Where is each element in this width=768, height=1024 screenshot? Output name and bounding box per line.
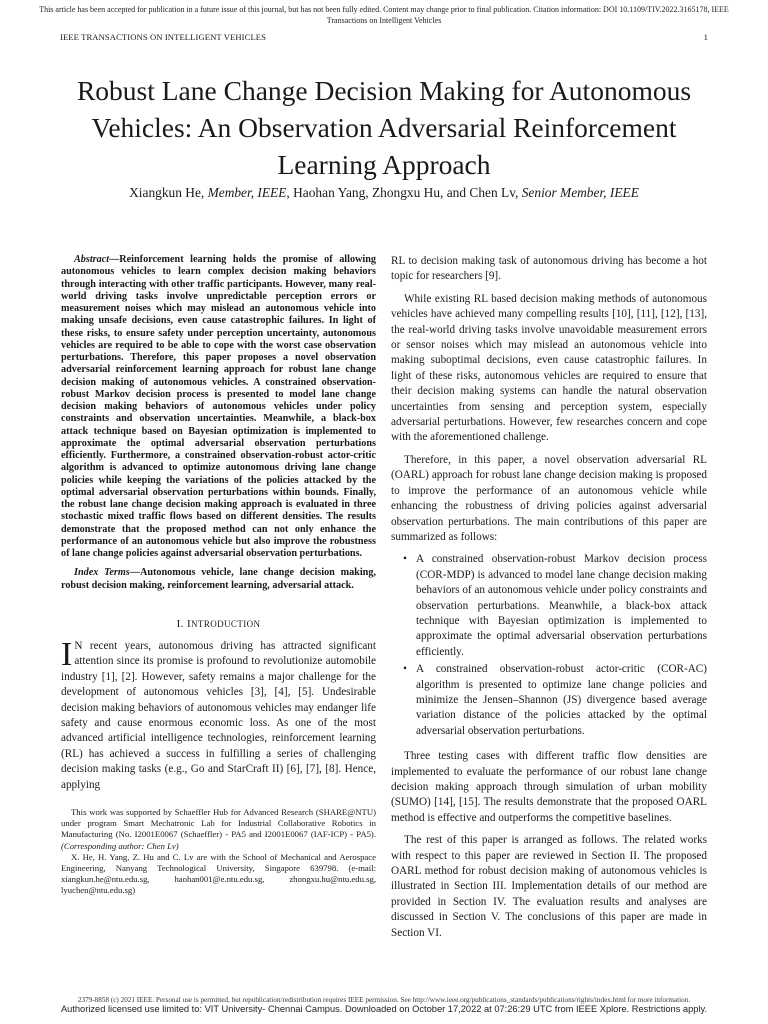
contribution-item	[391, 552, 707, 660]
bullet-icon: •	[403, 663, 407, 676]
running-head	[60, 32, 708, 42]
footnote-funding-text: This work was supported by Schaeffler Hub for Advanced Research (SHARE@NTU) under program Smart Mechatronic Lab for Industrial Collaborative Robotics in Manufacturing (No. I2001E0067 (Schaeffler) - PA5 and I2001E0067 (IAF-ICP) - PA5).	[61, 807, 376, 840]
footnote-affiliation: X. He, H. Yang, Z. Hu and C. Lv are with the School of Mechanical and Aerospace Engineering, Nanyang Technological University, Singapore 639798. (e-mail: xiangkun.he@ntu.edu.sg, haohan001@e.ntu.edu.sg, zhongxu.hu@ntu.edu.sg, lyuchen@ntu.edu.sg)	[61, 851, 376, 896]
journal-name: IEEE TRANSACTIONS ON INTELLIGENT VEHICLES	[60, 32, 267, 42]
index-terms-label: Index Terms	[74, 567, 130, 579]
contribution-list	[391, 552, 707, 739]
abstract	[61, 254, 376, 560]
author-1: Xiangkun He,	[129, 185, 208, 200]
publication-notice: This article has been accepted for publication in a future issue of this journal, but has not been fully edited. Content may change prior to final publication. Citation information: DOI 10.1109/TIV.2022.3165178, IEEE Transactions on Intelligent Vehicles	[39, 5, 729, 25]
drop-cap: I	[61, 635, 73, 673]
left-column	[61, 254, 376, 897]
footnote-funding	[61, 807, 376, 852]
section-initial: I	[186, 617, 192, 630]
right-paragraph-3: Three testing cases with different traffic flow densities are implemented to evaluate the performance of our robust lane change decision making approach through simulation of urban mobility (SUMO) [14], [15]. The results demonstrate that the proposed OARL method is effective and outperforms the competitive baselines.	[391, 750, 707, 824]
right-paragraph-0: RL to decision making task of autonomous driving has become a hot topic for researchers [9].	[391, 255, 707, 283]
copyright-notice: 2379-8858 (c) 2021 IEEE. Personal use is permitted, but republication/redistribution requires IEEE permission. See http://www.ieee.org/publications_standards/publications/rights/index.html for more information.	[77, 996, 691, 1004]
author-rest-role: Senior Member, IEEE	[521, 185, 639, 200]
paper-title: Robust Lane Change Decision Making for Autonomous Vehicles: An Observation Adversarial Reinforcement Learning Approach	[76, 75, 692, 180]
license-notice: Authorized licensed use limited to: VIT University- Chennai Campus. Downloaded on October 17,2022 at 07:26:29 UTC from IEEE Xplore. Restrictions apply.	[60, 1004, 708, 1014]
author-line	[40, 185, 728, 201]
intro-paragraph	[61, 635, 376, 793]
intro-text: N recent years, autonomous driving has attracted significant attention since its promise is profound to revolutionize automobile industry [1], [2]. However, safety remains a major challenge for the development of autonomous vehicles [3], [4], [5]. Undesirable decision making behaviors of autonomous vehicles may endanger life safety and cause enormous economic loss. As one of the most advanced artificial intelligence technologies, reinforcement learning (RL) has achieved a success in fulfilling a series of challenging decision making tasks (e.g., Go and StarCraft II) [6], [7], [8]. Hence, applying	[61, 639, 376, 791]
index-terms-text: —Autonomous vehicle, lane change decision making, robust decision making, reinforcement learning, adversarial attack.	[61, 567, 376, 591]
contribution-item	[391, 662, 707, 739]
right-paragraph-1: While existing RL based decision making methods of autonomous vehicles have achieved many compelling results [10], [11], [12], [13], the real-world driving tasks involve unavoidable measurement errors or sensor noises which may mislead an autonomous vehicle into making suboptimal decisions, even cause catastrophic failures. In light of these risks, autonomous vehicles are required to ensure that their decision making systems can handle the natural observation uncertainties from sensing and perception system, especially adversarial perturbations. However, few researches concern and cope with the aforementioned challenge.	[391, 292, 707, 444]
footnote-corresponding: (Corresponding author: Chen Lv)	[61, 840, 179, 851]
page-number: 1	[703, 32, 708, 42]
footnote	[61, 807, 376, 897]
abstract-label: Abstract	[74, 254, 110, 265]
section-title-rest: NTRODUCTION	[191, 618, 261, 629]
bullet-icon: •	[403, 553, 407, 566]
author-1-role: Member, IEEE	[207, 185, 287, 200]
section-number: I.	[176, 617, 187, 630]
contribution-text: A constrained observation-robust actor-critic (COR-AC) algorithm is presented to optimize lane change policies and minimize the Jensen–Shannon (JS) divergence based average variation distance of the policies attacked by the optimal adversarial observation perturbations.	[416, 663, 707, 737]
index-terms	[61, 567, 376, 592]
abstract-text: —Reinforcement learning holds the promise of allowing autonomous vehicles to learn complex decision making behaviors through interacting with other traffic participants. However, many real-world driving tasks involve unpredictable perception errors or measurement noises which may mislead an autonomous vehicle into making unsafe decisions, even cause catastrophic failures. In light of these risks, to ensure safety under perception uncertainty, autonomous vehicles are required to be able to cope with the worst case observation perturbations. Therefore, this paper proposes a novel observation adversarial reinforcement learning approach for robust lane change decision making of autonomous vehicles. A constrained observation-robust Markov decision process is presented to model lane change decision making behaviors of autonomous vehicles under policy constraints and observation uncertainties. Meanwhile, a black-box attack technique based on Bayesian optimization is implemented to approximate the optimal adversarial observation perturbations efficiently. Furthermore, a constrained observation-robust actor-critic algorithm is advanced to optimize autonomous driving lane change policies while keeping the variations of the policies attacked by the optimal adversarial observation perturbations within bounds. Finally, the robust lane change decision making approach is evaluated in three stochastic mixed traffic flows based on different densities. The results demonstrate that the proposed method can not only enhance the performance of an autonomous vehicle but also improve the robustness of lane change policies against adversarial observation perturbations.	[61, 254, 376, 559]
author-rest: , Haohan Yang, Zhongxu Hu, and Chen Lv,	[286, 185, 522, 200]
contribution-text: A constrained observation-robust Markov decision process (COR-MDP) is advanced to model lane change decision making behaviors of an autonomous vehicle under policy constraints and observation perturbations. Meanwhile, a black-box attack technique with Bayesian optimization is implemented to approximate the optimal adversarial observation perturbations efficiently.	[416, 553, 707, 658]
right-paragraph-4: The rest of this paper is arranged as follows. The related works with respect to this paper are reviewed in Section II. The proposed OARL method for robust decision making of autonomous vehicles is illustrated in Section III. Implementation details of our method are provided in Section IV. The evaluation results and analyses are discussed in Section V. The conclusions of this paper are made in Section VI.	[391, 834, 707, 939]
right-column	[391, 254, 707, 948]
section-heading-introduction	[61, 618, 376, 631]
right-paragraph-2: Therefore, in this paper, a novel observation adversarial RL (OARL) approach for robust lane change decision making is proposed to improve the performance of an autonomous vehicle while enhancing the robustness of driving policies against adversarial observation perturbations. The main contributions of this paper are summarized as follows:	[391, 453, 707, 543]
